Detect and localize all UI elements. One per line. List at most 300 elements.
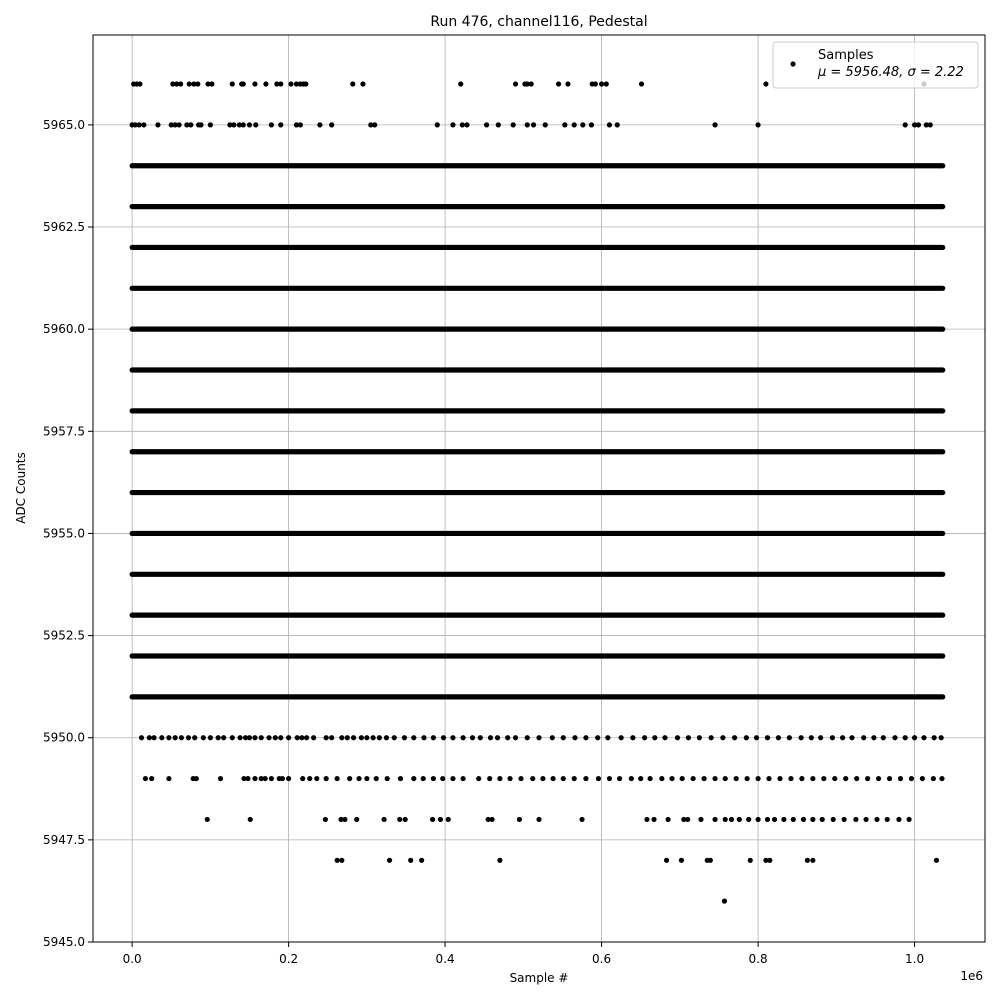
sample-point [280, 776, 285, 781]
sample-point [737, 817, 742, 822]
sample-point [137, 81, 142, 86]
y-tick-label: 5955.0 [43, 526, 85, 541]
sample-point [461, 735, 466, 740]
sample-point [252, 735, 257, 740]
sample-point [188, 122, 193, 127]
legend-marker [790, 61, 795, 66]
sample-point [339, 735, 344, 740]
sample-point [840, 735, 845, 740]
sample-point [273, 735, 278, 740]
sample-point [403, 817, 408, 822]
sample-point [777, 776, 782, 781]
sample-point [799, 776, 804, 781]
sample-point [583, 776, 588, 781]
sample-point [497, 858, 502, 863]
sample-point [252, 776, 257, 781]
sample-point [536, 817, 541, 822]
sample-point [763, 81, 768, 86]
sample-point [381, 817, 386, 822]
sample-point [438, 817, 443, 822]
sample-point [507, 776, 512, 781]
sample-point [354, 817, 359, 822]
sample-point [572, 776, 577, 781]
sample-point [607, 122, 612, 127]
sample-point [450, 735, 455, 740]
sample-point [286, 776, 291, 781]
sample-point [928, 122, 933, 127]
sample-point [298, 122, 303, 127]
sample-point [372, 122, 377, 127]
sample-point [252, 81, 257, 86]
sample-point [143, 776, 148, 781]
sample-point [744, 735, 749, 740]
sample-point [896, 817, 901, 822]
sample-point [195, 81, 200, 86]
sample-point [607, 776, 612, 781]
sample-point [550, 735, 555, 740]
x-tick-label: 0.6 [592, 952, 612, 966]
sample-point [421, 776, 426, 781]
sample-point [286, 735, 291, 740]
sample-point [599, 81, 604, 86]
sample-point [697, 735, 702, 740]
sample-point [218, 776, 223, 781]
sample-point [876, 776, 881, 781]
sample-point [440, 776, 445, 781]
sample-point [329, 122, 334, 127]
sample-point [487, 776, 492, 781]
sample-point [810, 776, 815, 781]
sample-point [892, 735, 897, 740]
sample-point [364, 735, 369, 740]
sample-point [402, 735, 407, 740]
sample-point [450, 122, 455, 127]
sample-point [723, 817, 728, 822]
sample-point [831, 817, 836, 822]
sample-point [398, 776, 403, 781]
sample-point [335, 858, 340, 863]
sample-point [259, 735, 264, 740]
sample-point [748, 858, 753, 863]
sample-point [579, 817, 584, 822]
sample-point [314, 776, 319, 781]
sample-point [187, 81, 192, 86]
legend-entry-samples: Samples [818, 48, 874, 63]
sample-point [461, 776, 466, 781]
sample-point [329, 735, 334, 740]
sample-point [638, 776, 643, 781]
sample-point [903, 122, 908, 127]
sample-point [278, 735, 283, 740]
sample-point [679, 858, 684, 863]
sample-point [865, 776, 870, 781]
sample-point [648, 776, 653, 781]
sample-point [669, 776, 674, 781]
sample-point [556, 81, 561, 86]
sample-point [269, 122, 274, 127]
sample-point [295, 735, 300, 740]
sample-point [708, 858, 713, 863]
y-axis-label: ADC Counts [14, 452, 28, 524]
x-axis-offset-label: 1e6 [960, 969, 983, 983]
sample-point [712, 817, 717, 822]
sample-point [651, 817, 656, 822]
sample-point [666, 817, 671, 822]
sample-point [166, 776, 171, 781]
sample-point [605, 735, 610, 740]
sample-point [431, 776, 436, 781]
sample-point [732, 735, 737, 740]
sample-point [209, 81, 214, 86]
sample-point [849, 735, 854, 740]
x-tick-label: 0.8 [748, 952, 768, 966]
sample-point [201, 735, 206, 740]
sample-point [335, 776, 340, 781]
sample-point [350, 81, 355, 86]
sample-point [513, 81, 518, 86]
sample-point [863, 817, 868, 822]
sample-point [263, 81, 268, 86]
sample-point [685, 817, 690, 822]
sample-point [324, 776, 329, 781]
sample-point [241, 81, 246, 86]
sample-point [155, 122, 160, 127]
y-tick-label: 5962.5 [43, 220, 85, 235]
sample-point [920, 776, 925, 781]
sample-point [478, 735, 483, 740]
x-tick-label: 1.0 [905, 952, 925, 966]
sample-point [179, 735, 184, 740]
sample-point [247, 735, 252, 740]
sample-point [186, 735, 191, 740]
sample-point [497, 776, 502, 781]
sample-point [745, 776, 750, 781]
sample-point [561, 776, 566, 781]
sample-point [934, 858, 939, 863]
sample-point [765, 735, 770, 740]
sample-point [842, 817, 847, 822]
sample-point [194, 776, 199, 781]
sample-point [351, 735, 356, 740]
sample-point [642, 735, 647, 740]
sample-point [652, 735, 657, 740]
legend [773, 42, 978, 88]
sample-point [939, 735, 944, 740]
sample-point [572, 735, 577, 740]
sample-point [903, 735, 908, 740]
y-tick-label: 5952.5 [43, 628, 85, 643]
sample-point [173, 735, 178, 740]
sample-point [307, 776, 312, 781]
sample-point [505, 735, 510, 740]
sample-point [323, 817, 328, 822]
sample-point [359, 735, 364, 740]
sample-point [458, 81, 463, 86]
sample-point [489, 817, 494, 822]
sample-point [861, 735, 866, 740]
sample-point [288, 81, 293, 86]
sample-point [339, 858, 344, 863]
sample-point [476, 776, 481, 781]
sample-point [595, 735, 600, 740]
sample-point [371, 735, 376, 740]
sample-point [809, 735, 814, 740]
sample-point [208, 735, 213, 740]
sample-point [141, 122, 146, 127]
sample-point [151, 735, 156, 740]
sample-point [832, 776, 837, 781]
sample-point [799, 735, 804, 740]
sample-point [698, 817, 703, 822]
sample-point [540, 776, 545, 781]
sample-point [712, 122, 717, 127]
sample-point [299, 735, 304, 740]
sample-point [659, 776, 664, 781]
sample-point [729, 817, 734, 822]
sample-point [496, 122, 501, 127]
sample-point [531, 122, 536, 127]
sample-point [518, 776, 523, 781]
sample-point [430, 817, 435, 822]
sample-point [810, 817, 815, 822]
sample-point [431, 735, 436, 740]
sample-point [374, 776, 379, 781]
sample-point [932, 735, 937, 740]
sample-point [874, 817, 879, 822]
sample-point [767, 858, 772, 863]
sample-point [550, 776, 555, 781]
sample-point [912, 735, 917, 740]
sample-point [755, 122, 760, 127]
sample-point [241, 122, 246, 127]
sample-point [755, 776, 760, 781]
sample-point [149, 776, 154, 781]
sample-point [231, 122, 236, 127]
sample-point [278, 81, 283, 86]
sample-point [810, 858, 815, 863]
x-tick-label: 0.0 [122, 952, 142, 966]
sample-point [881, 735, 886, 740]
x-axis-label: Sample # [509, 971, 569, 985]
sample-point [589, 122, 594, 127]
sample-point [593, 81, 598, 86]
sample-point [675, 735, 680, 740]
sample-point [565, 81, 570, 86]
sample-point [776, 735, 781, 740]
sample-point [356, 776, 361, 781]
chart-title: Run 476, channel116, Pedestal [430, 14, 648, 30]
y-tick-label: 5945.0 [43, 935, 85, 949]
sample-point [617, 776, 622, 781]
sample-point [147, 735, 152, 740]
sample-point [364, 776, 369, 781]
sample-point [543, 122, 548, 127]
sample-point [686, 735, 691, 740]
sample-point [885, 817, 890, 822]
sample-point [347, 776, 352, 781]
sample-point [470, 735, 475, 740]
sample-point [464, 122, 469, 127]
sample-point [680, 776, 685, 781]
sample-point [525, 735, 530, 740]
sample-point [166, 735, 171, 740]
sample-point [530, 776, 535, 781]
sample-point [755, 817, 760, 822]
sample-point [580, 122, 585, 127]
sample-point [843, 776, 848, 781]
sample-point [898, 776, 903, 781]
x-tick-label: 0.2 [279, 952, 299, 966]
sample-point [712, 776, 717, 781]
legend-stats: μ = 5956.48, σ = 2.22 [818, 65, 964, 80]
sample-point [278, 122, 283, 127]
sample-point [263, 776, 268, 781]
sample-point [701, 776, 706, 781]
sample-point [216, 735, 221, 740]
sample-point [408, 858, 413, 863]
sample-point [561, 735, 566, 740]
sample-point [871, 735, 876, 740]
sample-point [446, 817, 451, 822]
sample-point [411, 735, 416, 740]
sample-point [630, 735, 635, 740]
sample-point [805, 858, 810, 863]
sample-point [788, 776, 793, 781]
sample-point [377, 735, 382, 740]
sample-point [772, 817, 777, 822]
sample-point [709, 735, 714, 740]
sample-point [583, 735, 588, 740]
sample-point [178, 81, 183, 86]
sample-point [781, 817, 786, 822]
sample-point [384, 735, 389, 740]
sample-point [791, 817, 796, 822]
sample-point [734, 776, 739, 781]
sample-point [198, 122, 203, 127]
sample-point [801, 817, 806, 822]
sample-point [619, 735, 624, 740]
sample-point [830, 735, 835, 740]
sample-point [754, 735, 759, 740]
sample-point [248, 817, 253, 822]
sample-point [387, 858, 392, 863]
sample-point [746, 817, 751, 822]
sample-point [854, 776, 859, 781]
sample-point [931, 776, 936, 781]
y-tick-label: 5947.5 [43, 832, 85, 847]
sample-point [644, 817, 649, 822]
sample-point [317, 122, 322, 127]
sample-point [529, 81, 534, 86]
y-tick-label: 5957.5 [43, 424, 85, 439]
y-tick-label: 5965.0 [43, 117, 85, 132]
sample-point [765, 817, 770, 822]
sample-point [495, 735, 500, 740]
sample-point [419, 858, 424, 863]
sample-point [664, 858, 669, 863]
sample-point [722, 899, 727, 904]
sample-point [691, 776, 696, 781]
sample-point [460, 122, 465, 127]
sample-point [909, 776, 914, 781]
sample-point [230, 81, 235, 86]
sample-point [230, 735, 235, 740]
sample-point [818, 735, 823, 740]
sample-point [604, 81, 609, 86]
x-tick-label: 0.4 [435, 952, 455, 966]
sample-point [304, 735, 309, 740]
sample-point [411, 776, 416, 781]
sample-point [311, 735, 316, 740]
sample-point [766, 776, 771, 781]
sample-point [253, 122, 258, 127]
sample-point [536, 735, 541, 740]
sample-point [484, 122, 489, 127]
sample-point [303, 81, 308, 86]
sample-point [397, 817, 402, 822]
sample-point [921, 735, 926, 740]
sample-point [345, 735, 350, 740]
sample-point [939, 776, 944, 781]
sample-point [629, 776, 634, 781]
sample-point [247, 122, 252, 127]
sample-point [511, 122, 516, 127]
sample-point [238, 735, 243, 740]
sample-point [245, 776, 250, 781]
sample-point [137, 122, 142, 127]
sample-point [887, 776, 892, 781]
y-tick-label: 5960.0 [43, 322, 85, 337]
y-tick-label: 5950.0 [43, 730, 85, 745]
sample-point [720, 735, 725, 740]
sample-point [820, 817, 825, 822]
sample-point [853, 817, 858, 822]
sample-point [787, 735, 792, 740]
sample-point [662, 735, 667, 740]
sample-point [639, 81, 644, 86]
sample-point [385, 776, 390, 781]
sample-point [907, 817, 912, 822]
sample-point [176, 122, 181, 127]
sample-point [916, 122, 921, 127]
sample-point [525, 122, 530, 127]
sample-point [517, 817, 522, 822]
sample-point [450, 776, 455, 781]
sample-point [139, 735, 144, 740]
sample-point [435, 122, 440, 127]
sample-point [205, 817, 210, 822]
sample-point [192, 735, 197, 740]
sample-point [488, 735, 493, 740]
sample-point [562, 122, 567, 127]
sample-point [421, 735, 426, 740]
sample-point [266, 735, 271, 740]
sample-point [513, 735, 518, 740]
sample-point [269, 776, 274, 781]
sample-point [441, 735, 446, 740]
sample-point [342, 817, 347, 822]
sample-point [324, 735, 329, 740]
sample-point [221, 735, 226, 740]
sample-point [300, 776, 305, 781]
sample-point [208, 122, 213, 127]
sample-point [821, 776, 826, 781]
sample-point [615, 122, 620, 127]
sample-point [360, 81, 365, 86]
sample-point [723, 776, 728, 781]
sample-point [392, 735, 397, 740]
sample-point [596, 776, 601, 781]
